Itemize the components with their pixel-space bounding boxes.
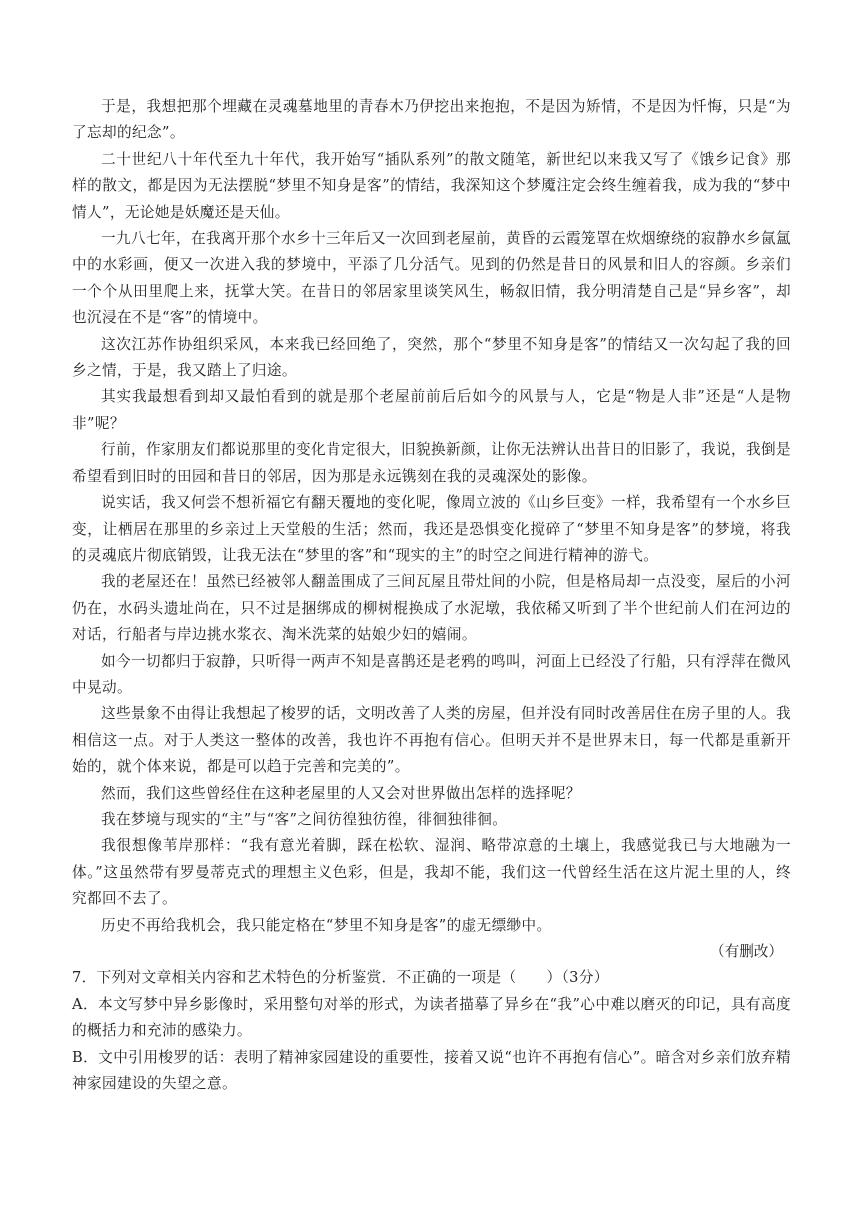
paragraph: 我在梦境与现实的“主”与“客”之间彷徨独彷徨，徘徊独徘徊。 xyxy=(101,810,508,828)
source-note: （有删改） xyxy=(710,943,783,960)
option-a: A．本文写梦中异乡影像时，采用整句对举的形式，为读者描摹了异乡在“我”心中难以磨灭的印记，具有高度的概括力和充沛的感染力。 xyxy=(72,995,791,1040)
paragraph: 我的老屋还在！虽然已经被邻人翻盖围成了三间瓦屋且带灶间的小院，但是格局却一点没变，屋后的小河仍在，水码头遗址尚在，只不过是捆绑成的柳树棍换成了水泥墩，我依稀又听到了半个世纪前人们在河边的对话，行船者与岸边挑水浆衣、淘米洗菜的姑娘少妇的嬉闹。 xyxy=(72,573,791,644)
paragraph: 一九八七年，在我离开那个水乡十三年后又一次回到老屋前，黄昏的云霞笼罩在炊烟缭绕的寂静水乡氤氲中的水彩画，便又一次进入我的梦境中，平添了几分活气。见到的仍然是昔日的风景和旧人的容颜。乡亲们一个个从田里爬上来，抚掌大笑。在昔日的邻居家里谈笑风生，畅叙旧情，我分明清楚自己是“异乡客”，却也沉浸在不是“客”的情境中。 xyxy=(72,230,791,327)
question-block xyxy=(72,965,791,1097)
paragraph: 行前，作家朋友们都说那里的变化肯定很大，旧貌换新颜，让你无法辨认出昔日的旧影了，我说，我倒是希望看到旧时的田园和昔日的邻居，因为那是永远镌刻在我的灵魂深处的影像。 xyxy=(72,441,791,485)
question-stem: 7．下列对文章相关内容和艺术特色的分析鉴赏．不正确的一项是（ ）（3分） xyxy=(72,969,609,987)
paragraph: 我很想像苇岸那样：“我有意光着脚，踩在松软、湿润、略带凉意的土壤上，我感觉我已与大地融为一体。”这虽然带有罗曼蒂克式的理想主义色彩，但是，我却不能，我们这一代曾经生活在这片泥土里的人，终究都回不去了。 xyxy=(72,837,791,908)
document-page xyxy=(72,94,791,1097)
option-b: B．文中引用梭罗的话：表明了精神家园建设的重要性，接着又说“也许不再抱有信心”。暗含对乡亲们放弃精神家园建设的失望之意。 xyxy=(72,1048,791,1093)
paragraph: 然而，我们这些曾经住在这种老屋里的人又会对世界做出怎样的选择呢？ xyxy=(101,784,581,802)
paragraph: 这次江苏作协组织采风，本来我已经回绝了，突然，那个“梦里不知身是客”的情结又一次勾起了我的回乡之情，于是，我又踏上了归途。 xyxy=(72,335,791,380)
paragraph: 于是，我想把那个埋藏在灵魂墓地里的青春木乃伊挖出来抱抱，不是因为矫情，不是因为忏悔，只是“为了忘却的纪念”。 xyxy=(72,98,791,142)
paragraph: 其实我最想看到却又最怕看到的就是那个老屋前前后后如今的风景与人，它是“物是人非”还是“人是物非”呢？ xyxy=(72,388,791,432)
paragraph: 历史不再给我机会，我只能定格在“梦里不知身是客”的虚无缥缈中。 xyxy=(101,916,552,934)
paragraph: 说实话，我又何尝不想祈福它有翻天覆地的变化呢，像周立波的《山乡巨变》一样，我希望有一个水乡巨变，让栖居在那里的乡亲过上天堂般的生活；然而，我还是恐惧变化搅碎了“梦里不知身是客”的梦境，将我的灵魂底片彻底销毁，让我无法在“梦里的客”和“现实的主”的时空之间进行精神的游弋。 xyxy=(72,494,791,564)
paragraph: 这些景象不由得让我想起了梭罗的话，文明改善了人类的房屋，但并没有同时改善居住在房子里的人。我相信这一点。对于人类这一整体的改善，我也许不再抱有信心。但明天并不是世界末日，每一代都是重新开始的，就个体来说，都是可以趋于完善和完美的”。 xyxy=(72,705,791,776)
paragraph: 二十世纪八十年代至九十年代，我开始写“插队系列”的散文随笔，新世纪以来我又写了《饿乡记食》那样的散文，都是因为无法摆脱“梦里不知身是客”的情结，我深知这个梦魇注定会终生缠着我，成为我的“梦中情人”，无论她是妖魔还是天仙。 xyxy=(72,150,791,221)
paragraph: 如今一切都归于寂静，只听得一两声不知是喜鹊还是老鸦的鸣叫，河面上已经没了行船，只有浮萍在微风中晃动。 xyxy=(72,652,791,696)
article-body xyxy=(72,94,791,965)
